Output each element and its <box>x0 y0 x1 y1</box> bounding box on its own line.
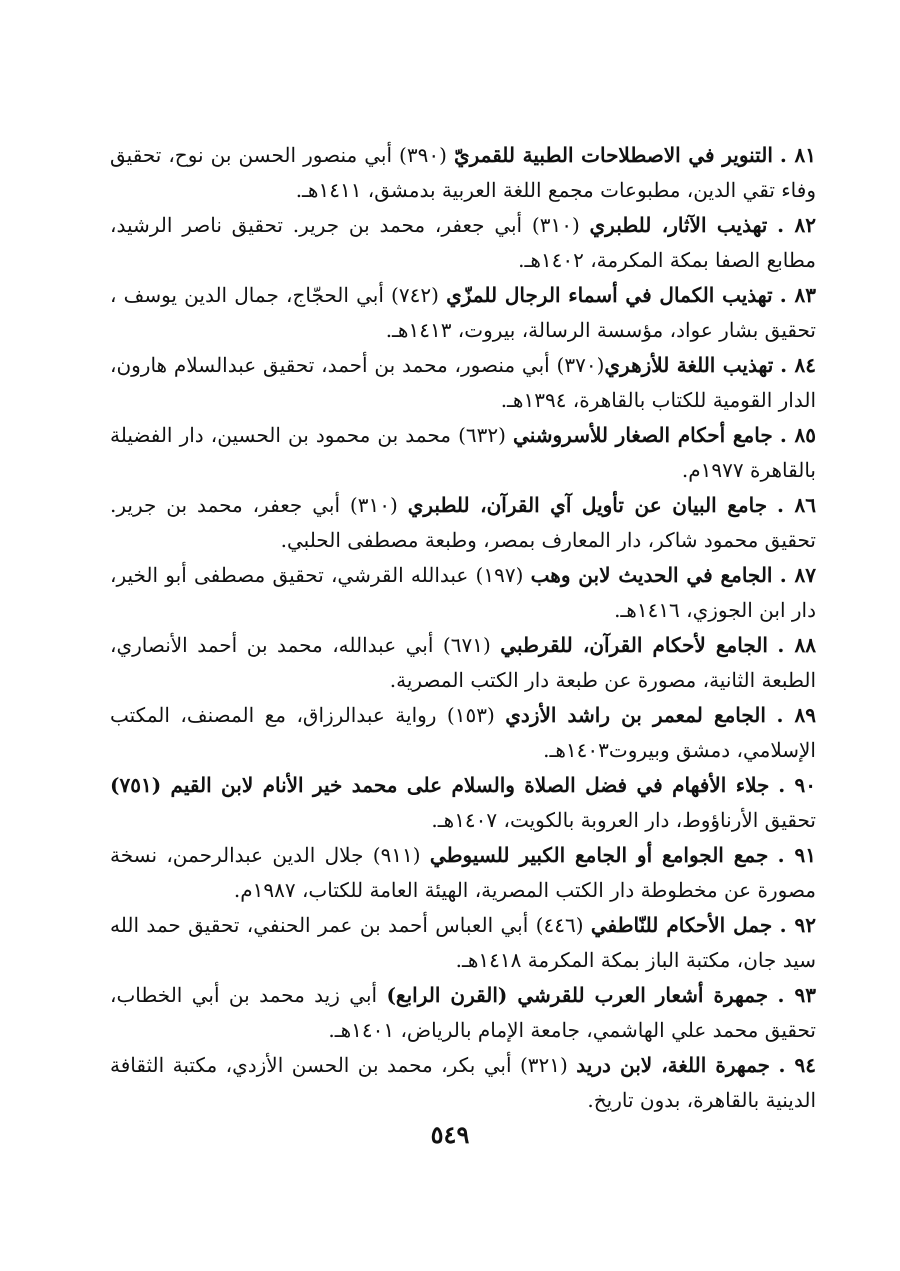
entry-details: (٣٢١) أبي بكر، محمد بن الحسن الأزدي، مكتبة الثقافة الدينية بالقاهرة، بدون تاريخ. <box>110 1053 816 1112</box>
entry-title: جلاء الأفهام في فضل الصلاة والسلام على محمد خير الأنام لابن القيم (٧٥١) <box>110 773 770 797</box>
entry-number: ٩٤ . <box>778 1053 816 1077</box>
entry-title: تهذيب الكمال في أسماء الرجال للمزّي <box>446 283 773 307</box>
entry-title: التنوير في الاصطلاحات الطبية للقمريّ <box>453 143 773 167</box>
entry-title: جمهرة اللغة، لابن دريد <box>576 1053 771 1077</box>
entry-details: (٧٤٢) أبي الحجّاج، جمال الدين يوسف ، تحقيق بشار عواد، مؤسسة الرسالة، بيروت، ١٤١٣هـ. <box>110 283 816 342</box>
entry-details: (٤٤٦) أبي العباس أحمد بن عمر الحنفي، تحقيق حمد الله سيد جان، مكتبة الباز بمكة المكرمة ١٤١٨هـ. <box>110 913 816 972</box>
bibliography-entry-87 <box>110 558 816 628</box>
bibliography-entry-88 <box>110 628 816 698</box>
entry-details: (٣٩٠) أبي منصور الحسن بن نوح، تحقيق وفاء تقي الدين، مطبوعات مجمع اللغة العربية بدمشق، ١٤١١هـ. <box>110 143 816 202</box>
entry-number: ٨٨ . <box>777 633 816 657</box>
page-number: ٥٤٩ <box>430 1120 470 1149</box>
entry-details: تحقيق الأرناؤوط، دار العروبة بالكويت، ١٤٠٧هـ. <box>431 808 816 832</box>
entry-number: ٨٤ . <box>780 353 817 377</box>
bibliography-page <box>110 138 816 1118</box>
entry-number: ٨٧ . <box>779 563 817 587</box>
entry-number: ٨٥ . <box>779 423 816 447</box>
entry-title: جامع أحكام الصغار للأسروشني <box>513 423 773 447</box>
entry-title: الجامع في الحديث لابن وهب <box>530 563 773 587</box>
entry-title: جامع البيان عن تأويل آي القرآن، للطبري <box>407 493 768 517</box>
entry-details: (٩١١) جلال الدين عبدالرحمن، نسخة مصورة عن مخطوطة دار الكتب المصرية، الهيئة العامة للكتاب، ١٩٨٧م. <box>110 843 816 902</box>
entry-number: ٨٩ . <box>776 703 816 727</box>
bibliography-entry-85 <box>110 418 816 488</box>
entry-details: (٣١٠) أبي جعفر، محمد بن جرير. تحقيق ناصر الرشيد، مطابع الصفا بمكة المكرمة، ١٤٠٢هـ. <box>110 213 816 272</box>
entry-title: جمهرة أشعار العرب للقرشي (القرن الرابع) <box>386 983 769 1007</box>
bibliography-entry-93 <box>110 978 816 1048</box>
entry-details: أبي زيد محمد بن أبي الخطاب، تحقيق محمد علي الهاشمي، جامعة الإمام بالرياض، ١٤٠١هـ. <box>110 983 816 1042</box>
entry-number: ٨٦ . <box>777 493 817 517</box>
entry-details: (٣١٠) أبي جعفر، محمد بن جرير. تحقيق محمود شاكر، دار المعارف بمصر، وطبعة مصطفى الحلبي. <box>110 493 816 552</box>
entry-title: الجامع لمعمر بن راشد الأزدي <box>505 703 766 727</box>
bibliography-entry-82 <box>110 208 816 278</box>
bibliography-entry-81 <box>110 138 816 208</box>
bibliography-entry-83 <box>110 278 816 348</box>
entry-details: (١٥٣) رواية عبدالرزاق، مع المصنف، المكتب الإسلامي، دمشق وبيروت١٤٠٣هـ. <box>110 703 816 762</box>
bibliography-entry-92 <box>110 908 816 978</box>
entry-number: ٩١ . <box>777 843 816 867</box>
bibliography-entry-84 <box>110 348 816 418</box>
entry-title: جمع الجوامع أو الجامع الكبير للسيوطي <box>429 843 769 867</box>
entry-title: جمل الأحكام للنّاطفي <box>590 913 773 937</box>
entry-number: ٨٢ . <box>777 213 816 237</box>
entry-title: تهذيب اللغة للأزهري <box>604 353 774 377</box>
bibliography-entry-94 <box>110 1048 816 1118</box>
entry-details: (٦٧١) أبي عبدالله، محمد بن أحمد الأنصاري، الطبعة الثانية، مصورة عن طبعة دار الكتب المصرية. <box>110 633 816 692</box>
entry-number: ٩٠ . <box>778 773 817 797</box>
entry-details: (٦٣٢) محمد بن محمود بن الحسين، دار الفضيلة بالقاهرة ١٩٧٧م. <box>110 423 816 482</box>
entry-number: ٩٢ . <box>779 913 816 937</box>
entry-title: الجامع لأحكام القرآن، للقرطبي <box>500 633 768 657</box>
bibliography-entry-90 <box>110 768 816 838</box>
entry-title: تهذيب الآثار، للطبري <box>589 213 768 237</box>
bibliography-entry-86 <box>110 488 816 558</box>
bibliography-entry-89 <box>110 698 816 768</box>
entry-details: (٣٧٠) أبي منصور، محمد بن أحمد، تحقيق عبدالسلام هارون، الدار القومية للكتاب بالقاهرة، ١٣٩٤هـ. <box>110 353 816 412</box>
bibliography-entry-91 <box>110 838 816 908</box>
entry-details: (١٩٧) عبدالله القرشي، تحقيق مصطفى أبو الخير، دار ابن الجوزي، ١٤١٦هـ. <box>110 563 816 622</box>
entry-number: ٨٣ . <box>779 283 816 307</box>
entry-number: ٨١ . <box>779 143 816 167</box>
entry-number: ٩٣ . <box>777 983 816 1007</box>
